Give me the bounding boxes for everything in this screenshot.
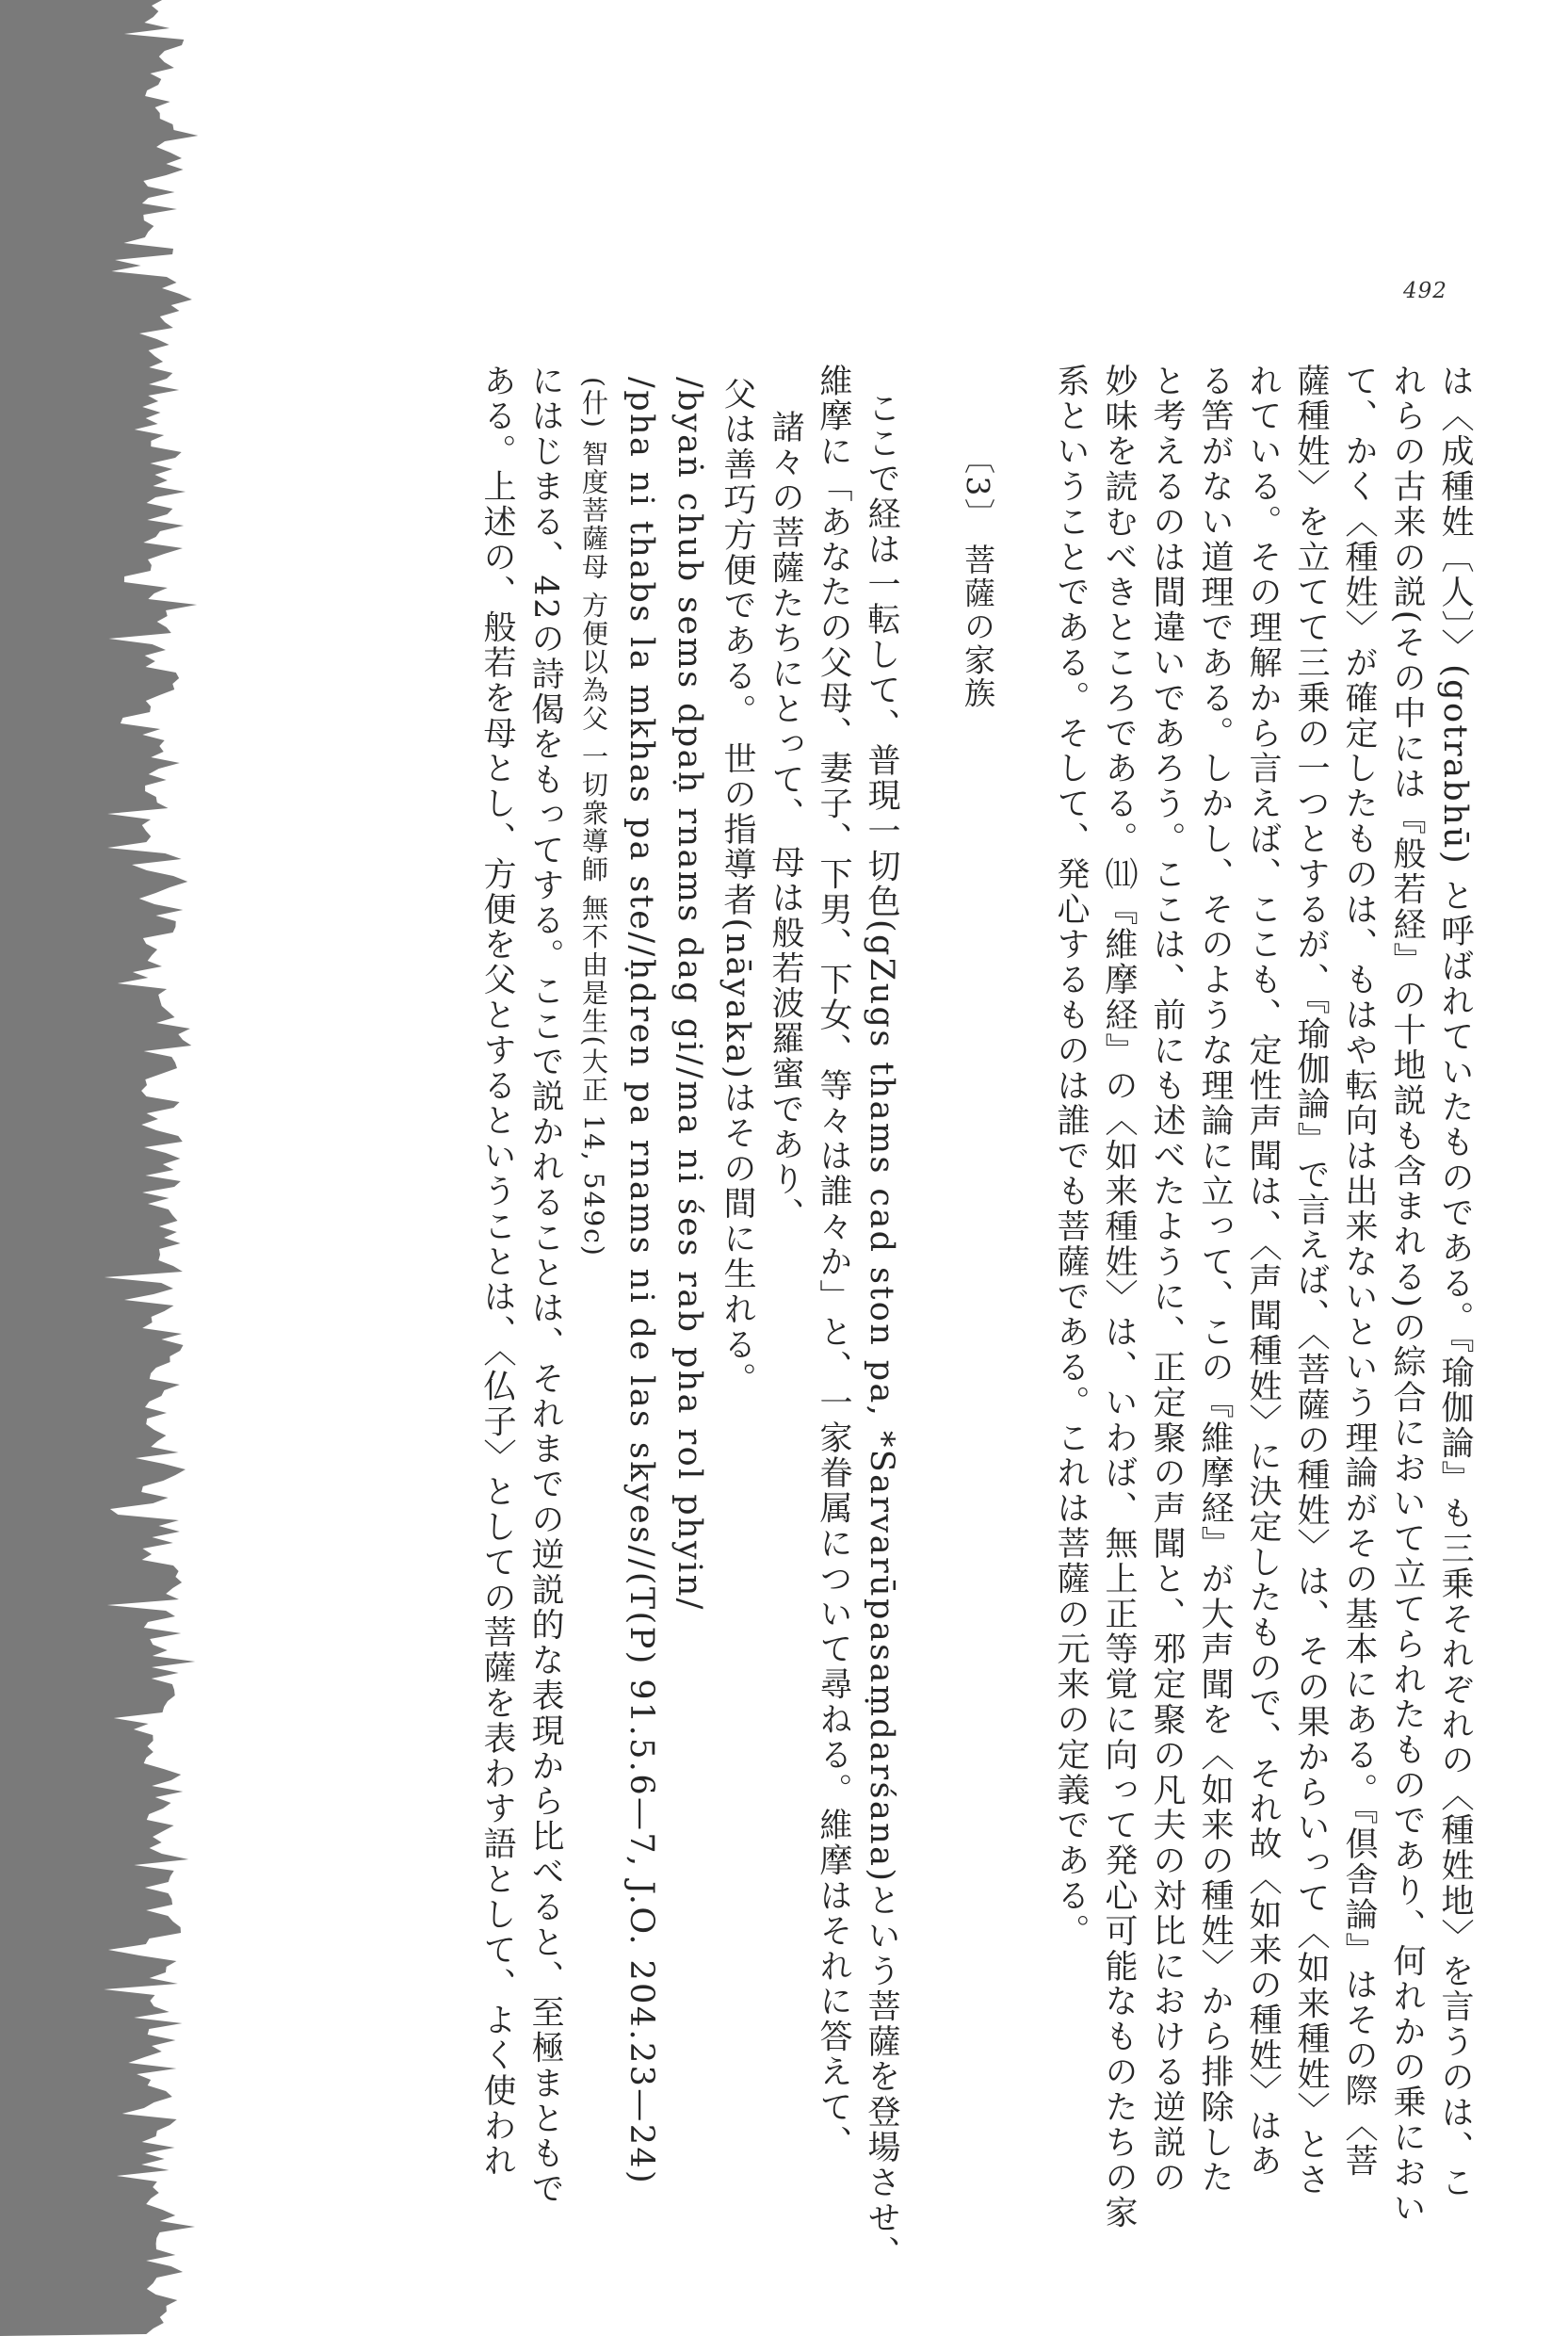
- page-edge-shadow: [0, 0, 202, 2336]
- body-column-7: と考えるのは間違いであろう。ここは、前にも述べたように、正定聚の声聞と、邪定聚の凡夫の対比における逆説の: [1148, 364, 1186, 2196]
- chinese-parallel-line: (什) 智度菩薩母 方便以為父 一切衆導師 無不由是生(大正 14, 549c): [578, 377, 609, 1257]
- body-column-4: 薩種姓〉を立てて三乗の一つとするが、『瑜伽論』で言えば、〈菩薩の種姓〉は、その果からいって〈如来種姓〉とさ: [1292, 364, 1330, 2198]
- body-column-11: 維摩に「あなたの父母、妻子、下男、下女、等々は誰々か」と、一家眷属について尋ねる。維摩はそれに答えて、: [815, 364, 852, 2161]
- verse-line-2: 父は善巧方便である。 世の指導者(nāyaka)はその間に生れる。: [719, 377, 756, 1398]
- body-column-3: て、かく〈種姓〉が確定したものは、もはや転向は出来ないという理論がその基本にある。『倶舎論』はその際〈菩: [1340, 364, 1378, 2180]
- page-edge-shadow-shape: [0, 0, 198, 2336]
- body-column-10: ここで経は一転して、普現一切色(gZugs thams cad ston pa, *Sarvarūpasaṃdarśana)という菩薩を登場させ、: [863, 391, 900, 2271]
- body-column-1: は〈成種姓〔人〕〉(gotrabhū) と呼ばれていたものである。『瑜伽論』も三乗それぞれの〈種姓地〉を言うのは、こ: [1436, 364, 1474, 2201]
- body-column-5: れている。その理解から言えば、ここも、定性声聞は、〈声聞種姓〉に決定したもので、それ故〈如来の種姓〉はあ: [1244, 364, 1282, 2180]
- body-column-2: れらの古来の説(その中には『般若経』の十地説も含まれる)の綜合において立てられたものであり、何れかの乗におい: [1388, 364, 1426, 2226]
- body-column-13: ある。上述の、般若を母とし、方便を父とするということは、〈仏子〉としての菩薩を表わす語として、よく使われ: [478, 364, 516, 2180]
- tibetan-line-2: /pha ni thabs la mkhas pa ste//ḥdren pa rnams ni de las skyes//(T(P) 91.5.6—7, J.O. 204.23—24): [622, 377, 660, 2186]
- page-number: 492: [1403, 279, 1447, 303]
- body-column-12: にはじまる、42の詩偈をもってする。ここで説かれることは、それまでの逆説的な表現から比べると、至極まともで: [526, 364, 564, 2207]
- body-column-9: 系ということである。そして、発心するものは誰でも菩薩である。これは菩薩の元来の定義である。: [1052, 364, 1090, 1949]
- body-column-8: 妙味を読むべきところである。⑾『維摩経』の〈如来種姓〉は、いわば、無上正等覚に向って発心可能なものたちの家: [1100, 364, 1138, 2231]
- section-heading: 〔3〕 菩薩の家族: [960, 443, 996, 711]
- body-column-6: る筈がない道理である。しかし、そのような理論に立って、この『維摩経』が大声聞を〈如来の種姓〉から排除した: [1196, 364, 1234, 2196]
- tibetan-line-1: /byaṅ chub sems dpaḥ rnams dag gi//ma ni śes rab pha rol phyin/: [671, 377, 708, 1612]
- verse-line-1: 諸々の菩薩たちにとって、 母は般若波羅蜜であり、: [767, 410, 804, 1233]
